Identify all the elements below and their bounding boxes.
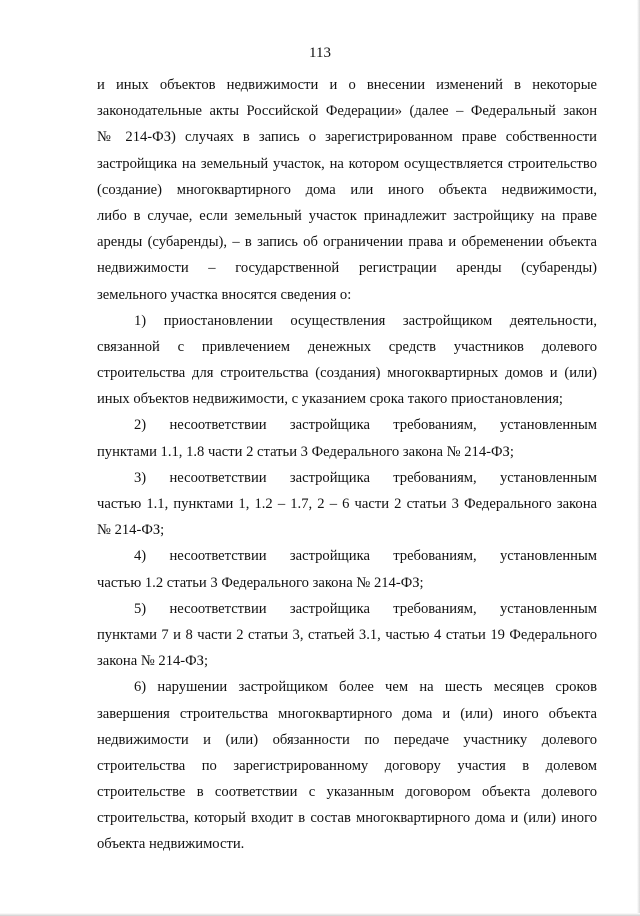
list-item-4-line: 4) несоответствии застройщика требованиям, установленным: [134, 548, 597, 565]
text-line: частью 1.2 статьи 3 Федерального закона № 214-ФЗ;: [97, 574, 424, 591]
text-line: строительства, который входит в состав многоквартирного дома и (или) иного: [97, 810, 597, 827]
text-line: (создание) многоквартирного дома или иного объекта недвижимости,: [97, 181, 597, 198]
text-line: недвижимости – государственной регистрации аренды (субаренды): [97, 260, 597, 277]
text-line: объекта недвижимости.: [97, 836, 245, 853]
list-item-5-line: 5) несоответствии застройщика требованиям, установленным: [134, 600, 597, 617]
text-line: завершения строительства многоквартирного дома и (или) иного объекта: [97, 705, 597, 722]
text-line: строительства по зарегистрированному договору участия в долевом: [97, 757, 597, 774]
text-line: закона № 214-ФЗ;: [97, 653, 209, 670]
text-line: строительстве в соответствии с указанным договором объекта долевого: [97, 784, 597, 801]
text-line: связанной с привлечением денежных средств участников долевого: [97, 338, 597, 355]
text-line: либо в случае, если земельный участок принадлежит застройщику на праве: [97, 207, 597, 224]
text-line: и иных объектов недвижимости и о внесении изменений в некоторые: [97, 77, 597, 93]
text-line: иных объектов недвижимости, с указанием срока такого приостановления;: [97, 391, 563, 408]
text-line: законодательные акты Российской Федерации» (далее – Федеральный закон: [97, 103, 597, 120]
list-item-1-line: 1) приостановлении осуществления застройщиком деятельности,: [134, 312, 597, 329]
text-line: № 214-ФЗ;: [97, 522, 165, 539]
text-line: земельного участка вносятся сведения о:: [97, 286, 352, 303]
text-line: застройщика на земельный участок, на котором осуществляется строительство: [97, 155, 597, 172]
text-line: частью 1.1, пунктами 1, 1.2 – 1.7, 2 – 6 части 2 статьи 3 Федерального закона: [97, 496, 597, 512]
text-line: пунктами 7 и 8 части 2 статьи 3, статьей 3.1, частью 4 статьи 19 Федерального: [97, 626, 597, 643]
list-item-6-line: 6) нарушении застройщиком более чем на шесть месяцев сроков: [134, 679, 597, 696]
text-line: № 214-ФЗ) случаях в запись о зарегистрированном праве собственности: [97, 129, 597, 146]
text-line: недвижимости и (или) обязанности по передаче участнику долевого: [97, 731, 597, 748]
text-line: строительства для строительства (создания) многоквартирных домов и (или): [97, 365, 597, 382]
page-number: 113: [309, 45, 331, 61]
document-body: [97, 72, 597, 858]
list-item-2-line: 2) несоответствии застройщика требованиям, установленным: [134, 417, 597, 434]
text-line: пунктами 1.1, 1.8 части 2 статьи 3 Федерального закона № 214-ФЗ;: [97, 443, 514, 460]
text-line: аренды (субаренды), – в запись об ограничении права и обременении объекта: [97, 234, 597, 251]
list-item-3-line: 3) несоответствии застройщика требованиям, установленным: [134, 469, 597, 486]
